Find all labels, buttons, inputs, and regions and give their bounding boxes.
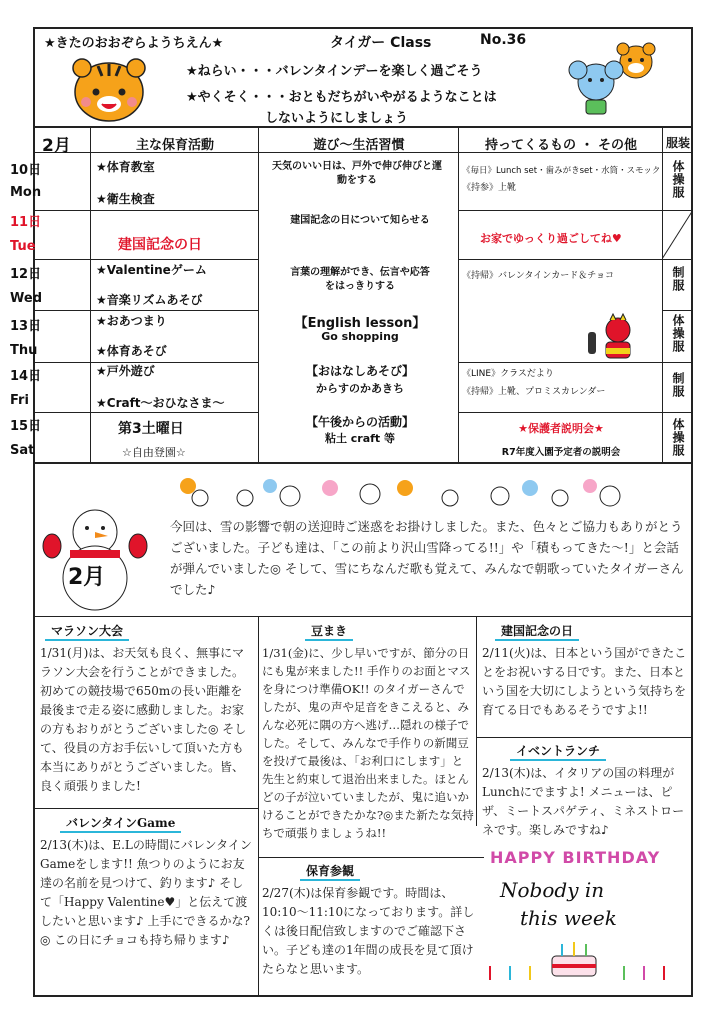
play-13: 【English lesson】 xyxy=(294,316,426,331)
birthday-heading: HAPPY BIRTHDAY xyxy=(490,848,661,867)
mamemaki-body: 1/31(金)に、少し早いですが、節分の日にも鬼が来ました!! 手作りのお面とマスを身につけ準備OK!! のタイガーさんでしたが、鬼の声や足音をきこえると、みんな必死に隅の方へ逃げ…隠れの様子でした。そして、みんなで手作りの新聞豆を投げて最後は、「お利口にします」と先生と約束して退治出来ました。ほとんどの子が泣いていましたが、鬼に追いかけることができたかな?◎また新たな気持ちで頑張りましょうね!! xyxy=(262,646,474,840)
oni-bottle-icon xyxy=(580,312,640,360)
date-10: 10日 xyxy=(10,163,42,178)
bring-15-b: R7年度入園予定者の説明会 xyxy=(501,447,621,458)
bring-10-b: 《持参》上靴 xyxy=(462,183,517,193)
date-12: 12日 xyxy=(10,267,42,282)
bring-15-a: ★保護者説明会★ xyxy=(518,422,604,435)
birthday-line-2: this week xyxy=(520,906,617,930)
birthday-line-1: Nobody in xyxy=(500,878,605,902)
month-label: 2月 xyxy=(42,136,71,156)
activity-10-b: ★衛生検査 xyxy=(96,192,155,206)
activity-13-a: ★おあつまり xyxy=(96,314,167,328)
promise-text-1: ★やくそく・・・おともだちがいやがるようなことは xyxy=(186,90,497,105)
uniform-15: 体操服 xyxy=(671,418,685,457)
activity-14-b: ★Craft～おひなさま～ xyxy=(96,396,225,410)
uniform-12: 制服 xyxy=(671,266,685,292)
date-14: 14日 xyxy=(10,369,42,384)
marathon-body: 1/31(月)は、お天気も良く、無事にマラソン大会を行うことができました。初めての競技場で650mの長い距離を最後まで走る姿に感動しました。お家の方もおりがとうございました◎ そして、役員の方お手伝いして頂いた方も本当にありがとうございました。皆、良く頑張りました! xyxy=(40,646,247,793)
issue-number: No.36 xyxy=(480,32,527,48)
school-name: ★きたのおおぞらようちえん★ xyxy=(44,36,224,51)
date-13: 13日 xyxy=(10,319,42,334)
snowman-icon xyxy=(40,500,150,612)
col-bring-header: 持ってくるもの ・ その他 xyxy=(484,138,638,153)
snow-friends-garland-icon xyxy=(170,474,640,510)
valentine-body: 2/13(木)は、E.Lの時間にバレンタインGameをします!! 魚つりのようにお友達の名前を見つけて、釣ります♪ そして「Happy Valentine♥」と伝えて渡したいと思います♪ 上手にできるかな?◎ この日にチョコも持ち帰ります♪ xyxy=(40,838,252,947)
bring-10-a: 《毎日》Lunch set・歯みがきset・水筒・スモック xyxy=(462,166,661,176)
play-13-sub: Go shopping xyxy=(321,330,399,343)
bring-12: 《持帰》バレンタインカード＆チョコ xyxy=(462,271,614,281)
marathon-title: マラソン大会 xyxy=(45,622,129,641)
valentine-title: バレンタインGame xyxy=(60,814,181,833)
bring-11: お家でゆっくり過ごしてね♥ xyxy=(480,232,622,245)
dow-11: Tue xyxy=(10,239,36,254)
activity-14-a: ★戸外遊び xyxy=(96,364,155,378)
activity-13-b: ★体育あそび xyxy=(96,344,167,358)
tiger-face-icon xyxy=(68,54,150,124)
play-11: 建国記念の日について知らせる xyxy=(290,215,430,226)
hoikusankan-title: 保育参観 xyxy=(300,862,360,881)
class-name: タイガー Class xyxy=(330,35,432,51)
play-12: 言葉の理解ができ、伝言や応答をはっきりする xyxy=(290,267,430,292)
event-lunch-title: イベントランチ xyxy=(510,742,606,761)
col-uniform-header: 服装 xyxy=(665,136,690,150)
bring-14-b: 《持帰》上靴、プロミスカレンダー xyxy=(462,387,606,397)
play-14-sub: からすのかあきち xyxy=(316,382,404,395)
candles-border-icon xyxy=(484,962,684,986)
col-play-header: 遊び～生活習慣 xyxy=(313,138,405,153)
play-15-sub: 粘土 craft 等 xyxy=(324,432,396,445)
bring-14-a: 《LINE》クラスだより xyxy=(462,369,554,379)
date-15: 15日 xyxy=(10,419,42,434)
activity-15-a: 第3土曜日 xyxy=(118,421,184,437)
intro-message: 今回は、雪の影響で朝の送迎時ご迷惑をお掛けしました。また、色々とご協力もありがとうございました。子ども達は、「この前より沢山雪降ってる!!」や「積もってきた～!」と会話が弾んでいました◎ そして、雪にちなんだ歌も覚えて、みんなで朝歌っていたタイガーさんでした♪ xyxy=(170,519,684,597)
dow-14: Fri xyxy=(10,393,29,408)
dow-10: Mon xyxy=(10,185,42,200)
promise-text-2: しないようにしましょう xyxy=(265,111,409,126)
dow-12: Wed xyxy=(10,291,42,306)
activity-10-a: ★体育教室 xyxy=(96,160,155,174)
mamemaki-title: 豆まき xyxy=(305,622,353,641)
month-badge: 2月 xyxy=(68,565,106,590)
col-activity-header: 主な保育活動 xyxy=(135,138,214,153)
activity-12-b: ★音楽リズムあそび xyxy=(96,293,203,307)
dow-13: Thu xyxy=(10,343,38,358)
play-10: 天気のいい日は、戸外で伸び伸びと運動をする xyxy=(272,161,442,186)
play-14: 【おはなしあそび】 xyxy=(305,364,414,378)
uniform-14: 制服 xyxy=(671,372,685,398)
event-lunch-body: 2/13(木)は、イタリアの国の料理がLunchにでますよ! メニューは、ピザ、ミートスパゲティ、ミネストローネです。楽しみですね♪ xyxy=(482,766,685,837)
kenkoku-body: 2/11(火)は、日本という国ができたことをお祝いする日です。また、日本という国を大切にしようという気持ちを育てる日でもあるそうですよ!! xyxy=(482,646,687,717)
date-11: 11日 xyxy=(10,215,42,230)
kenkoku-title: 建国記念の日 xyxy=(495,622,579,641)
animal-friends-icon xyxy=(556,40,668,120)
dow-15: Sat xyxy=(10,443,35,458)
hoikusankan-body: 2/27(木)は保育参観です。時間は、10:10～11:10になっております。詳しくは後日配信致しますのでご確認下さい。子ども達の1年間の成長を見て頂けたらなと思います。 xyxy=(262,886,475,976)
uniform-10: 体操服 xyxy=(671,160,685,199)
aim-text: ★ねらい・・・バレンタインデーを楽しく過ごそう xyxy=(186,64,483,79)
activity-11: 建国記念の日 xyxy=(118,237,202,253)
play-15: 【午後からの活動】 xyxy=(305,415,414,429)
activity-12-a: ★Valentineゲーム xyxy=(96,263,207,277)
uniform-13: 体操服 xyxy=(671,314,685,353)
activity-15-b: ☆自由登園☆ xyxy=(122,446,186,459)
